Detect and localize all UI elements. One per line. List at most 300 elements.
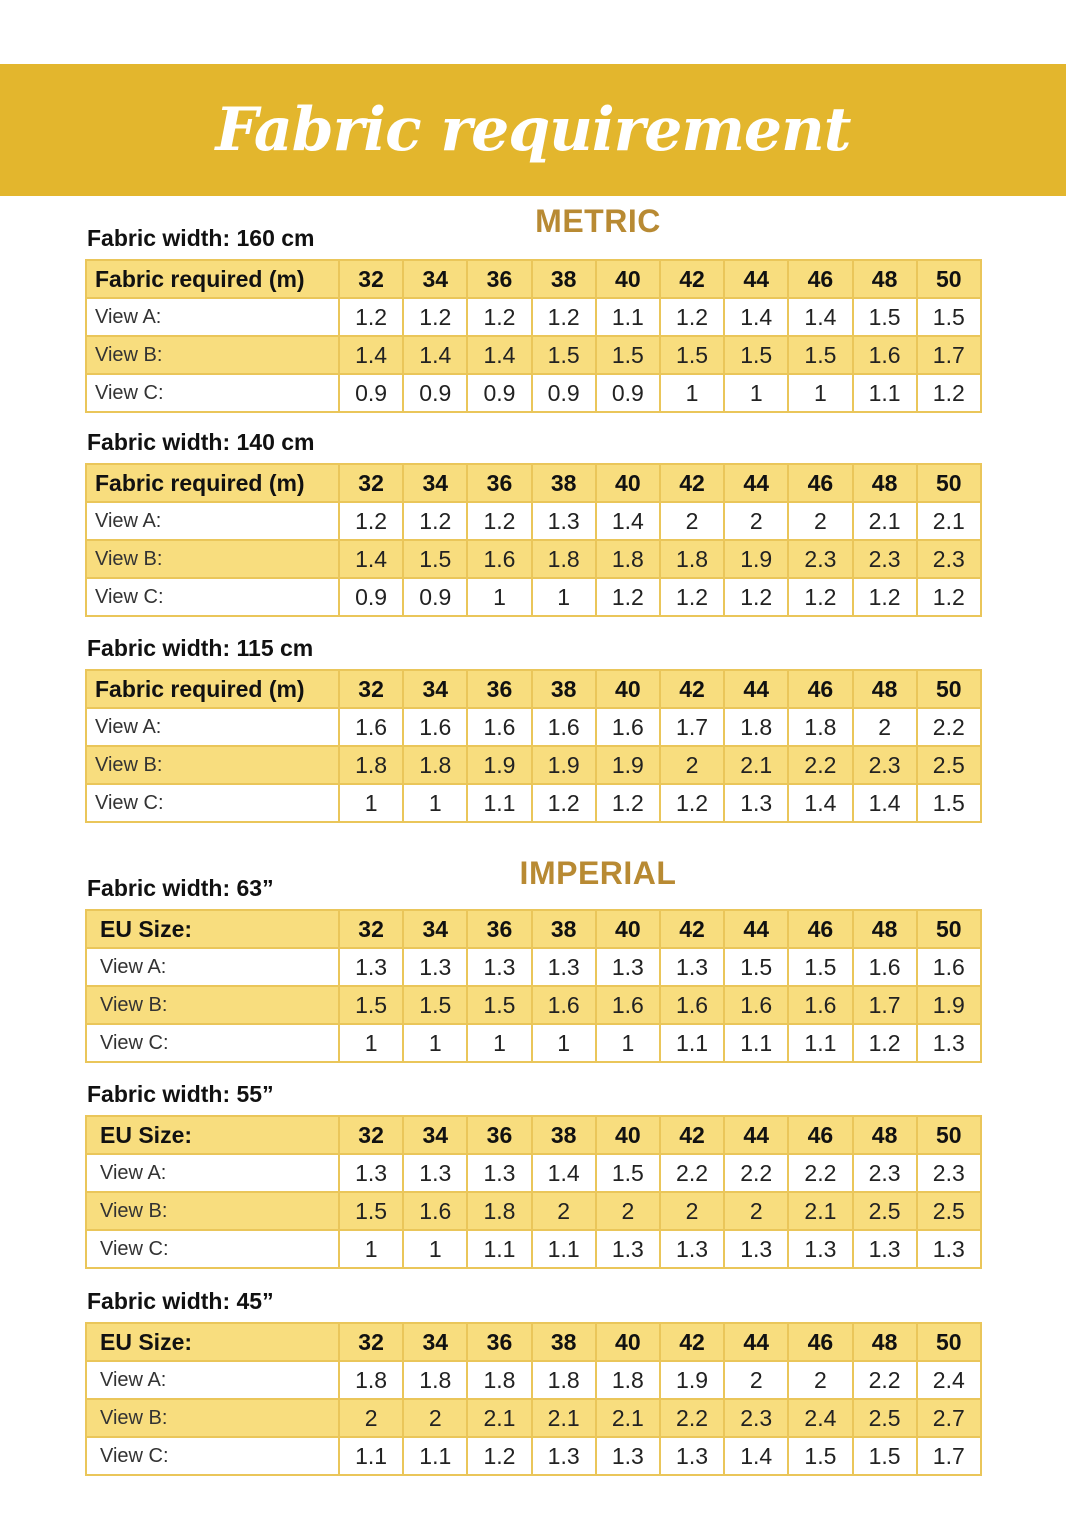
value-cell: 1.5	[339, 986, 403, 1024]
value-cell: 1.9	[660, 1361, 724, 1399]
size-header: 40	[596, 260, 660, 298]
fabric-width-label: Fabric width: 115 cm	[87, 635, 314, 661]
value-cell: 2	[403, 1399, 467, 1437]
value-cell: 1.7	[660, 708, 724, 746]
value-cell: 2.2	[788, 1154, 852, 1192]
value-cell: 1	[788, 374, 852, 412]
value-cell: 2.2	[788, 746, 852, 784]
value-cell: 1.2	[339, 298, 403, 336]
size-header: 38	[532, 260, 596, 298]
value-cell: 1.3	[596, 1437, 660, 1475]
value-cell: 1.9	[467, 746, 531, 784]
size-header: 40	[596, 464, 660, 502]
value-cell: 1	[339, 1024, 403, 1062]
table-row	[86, 1154, 981, 1192]
size-header: 34	[403, 910, 467, 948]
size-header: 44	[724, 464, 788, 502]
value-cell: 2.3	[917, 540, 981, 578]
value-cell: 1.1	[724, 1024, 788, 1062]
section-title-imperial: IMPERIAL	[519, 855, 677, 891]
size-header: 32	[339, 464, 403, 502]
size-header: 40	[596, 1323, 660, 1361]
size-header: 40	[596, 1116, 660, 1154]
value-cell: 1.3	[724, 1230, 788, 1268]
value-cell: 1.4	[788, 784, 852, 822]
size-header: 50	[917, 260, 981, 298]
header-label: Fabric required (m)	[86, 464, 339, 502]
table-row	[86, 298, 981, 336]
value-cell: 1.5	[724, 948, 788, 986]
value-cell: 1.9	[917, 986, 981, 1024]
row-label: View C:	[86, 1437, 339, 1475]
size-header: 34	[403, 1116, 467, 1154]
value-cell: 1	[403, 1024, 467, 1062]
value-cell: 0.9	[532, 374, 596, 412]
row-label: View C:	[86, 374, 339, 412]
size-header: 34	[403, 464, 467, 502]
size-header: 32	[339, 260, 403, 298]
value-cell: 1.5	[660, 336, 724, 374]
size-header: 36	[467, 260, 531, 298]
size-header: 36	[467, 464, 531, 502]
size-header: 38	[532, 464, 596, 502]
size-header: 44	[724, 1323, 788, 1361]
header-label: Fabric required (m)	[86, 670, 339, 708]
value-cell: 1.6	[403, 708, 467, 746]
header-row	[86, 260, 981, 298]
value-cell: 1.3	[788, 1230, 852, 1268]
size-header: 48	[853, 910, 917, 948]
value-cell: 1.2	[467, 502, 531, 540]
size-header: 46	[788, 910, 852, 948]
value-cell: 1.1	[467, 1230, 531, 1268]
size-header: 38	[532, 670, 596, 708]
value-cell: 1.1	[788, 1024, 852, 1062]
value-cell: 1.3	[467, 1154, 531, 1192]
value-cell: 1.8	[788, 708, 852, 746]
value-cell: 2.4	[788, 1399, 852, 1437]
value-cell: 1.1	[853, 374, 917, 412]
value-cell: 1.2	[532, 784, 596, 822]
value-cell: 1	[403, 1230, 467, 1268]
header-row	[86, 1116, 981, 1154]
size-header: 50	[917, 910, 981, 948]
value-cell: 1.8	[596, 540, 660, 578]
value-cell: 1	[339, 1230, 403, 1268]
table-row	[86, 1192, 981, 1230]
value-cell: 2.1	[467, 1399, 531, 1437]
value-cell: 2.1	[917, 502, 981, 540]
value-cell: 2	[724, 502, 788, 540]
size-header: 44	[724, 1116, 788, 1154]
value-cell: 1.2	[467, 1437, 531, 1475]
table-row	[86, 708, 981, 746]
value-cell: 1.3	[917, 1024, 981, 1062]
value-cell: 1.2	[339, 502, 403, 540]
value-cell: 2.5	[853, 1192, 917, 1230]
header-row	[86, 1323, 981, 1361]
value-cell: 1.1	[403, 1437, 467, 1475]
size-header: 48	[853, 1116, 917, 1154]
value-cell: 1.6	[596, 986, 660, 1024]
row-label: View A:	[86, 1154, 339, 1192]
value-cell: 1.5	[596, 1154, 660, 1192]
size-header: 40	[596, 910, 660, 948]
row-label: View B:	[86, 746, 339, 784]
value-cell: 1	[596, 1024, 660, 1062]
value-cell: 2.4	[917, 1361, 981, 1399]
value-cell: 1.2	[467, 298, 531, 336]
size-header: 46	[788, 1116, 852, 1154]
table-row	[86, 746, 981, 784]
fabric-width-label: Fabric width: 160 cm	[87, 225, 315, 251]
value-cell: 1.5	[596, 336, 660, 374]
value-cell: 2.3	[724, 1399, 788, 1437]
value-cell: 1.7	[917, 1437, 981, 1475]
value-cell: 1.2	[403, 502, 467, 540]
value-cell: 1	[339, 784, 403, 822]
value-cell: 1.3	[339, 948, 403, 986]
requirement-table	[85, 669, 982, 823]
value-cell: 1.8	[339, 746, 403, 784]
row-label: View A:	[86, 708, 339, 746]
size-header: 42	[660, 670, 724, 708]
size-header: 50	[917, 1116, 981, 1154]
value-cell: 2	[532, 1192, 596, 1230]
size-header: 48	[853, 670, 917, 708]
value-cell: 2	[724, 1192, 788, 1230]
value-cell: 1.4	[788, 298, 852, 336]
size-header: 50	[917, 1323, 981, 1361]
value-cell: 1.2	[660, 298, 724, 336]
table-row	[86, 1437, 981, 1475]
value-cell: 1.3	[917, 1230, 981, 1268]
row-label: View C:	[86, 1024, 339, 1062]
value-cell: 2.3	[788, 540, 852, 578]
size-header: 44	[724, 260, 788, 298]
value-cell: 1.9	[596, 746, 660, 784]
value-cell: 1.5	[788, 1437, 852, 1475]
value-cell: 1.8	[403, 1361, 467, 1399]
value-cell: 1.5	[917, 298, 981, 336]
row-label: View C:	[86, 1230, 339, 1268]
value-cell: 1.3	[532, 1437, 596, 1475]
value-cell: 2.2	[660, 1399, 724, 1437]
row-label: View B:	[86, 1399, 339, 1437]
value-cell: 1.6	[853, 948, 917, 986]
table-row	[86, 1399, 981, 1437]
size-header: 50	[917, 670, 981, 708]
row-label: View B:	[86, 986, 339, 1024]
value-cell: 2.5	[917, 746, 981, 784]
row-label: View B:	[86, 540, 339, 578]
row-label: View A:	[86, 298, 339, 336]
row-label: View C:	[86, 784, 339, 822]
fabric-width-label: Fabric width: 140 cm	[87, 429, 315, 455]
value-cell: 1.4	[724, 298, 788, 336]
table-row	[86, 1024, 981, 1062]
value-cell: 1.5	[403, 986, 467, 1024]
value-cell: 1.4	[339, 336, 403, 374]
value-cell: 1.3	[853, 1230, 917, 1268]
value-cell: 1.3	[532, 502, 596, 540]
value-cell: 1	[467, 578, 531, 616]
value-cell: 1.8	[532, 540, 596, 578]
value-cell: 2.7	[917, 1399, 981, 1437]
fabric-width-label: Fabric width: 63”	[87, 875, 274, 901]
size-header: 46	[788, 1323, 852, 1361]
value-cell: 2.3	[853, 746, 917, 784]
value-cell: 1.3	[660, 948, 724, 986]
size-header: 42	[660, 1323, 724, 1361]
header-label: EU Size:	[86, 1323, 339, 1361]
value-cell: 1.2	[532, 298, 596, 336]
value-cell: 2	[788, 1361, 852, 1399]
requirement-table	[85, 1115, 982, 1269]
value-cell: 1.2	[596, 578, 660, 616]
size-header: 48	[853, 1323, 917, 1361]
size-header: 38	[532, 1323, 596, 1361]
value-cell: 2	[788, 502, 852, 540]
value-cell: 0.9	[596, 374, 660, 412]
value-cell: 1.6	[660, 986, 724, 1024]
value-cell: 2.3	[853, 1154, 917, 1192]
header-row	[86, 910, 981, 948]
value-cell: 1	[660, 374, 724, 412]
table-row	[86, 986, 981, 1024]
size-header: 48	[853, 464, 917, 502]
value-cell: 1	[532, 1024, 596, 1062]
value-cell: 1.3	[532, 948, 596, 986]
value-cell: 1.8	[660, 540, 724, 578]
value-cell: 1.4	[596, 502, 660, 540]
size-header: 46	[788, 260, 852, 298]
value-cell: 1.2	[917, 374, 981, 412]
size-header: 38	[532, 1116, 596, 1154]
value-cell: 1.7	[917, 336, 981, 374]
value-cell: 2	[596, 1192, 660, 1230]
value-cell: 1.2	[788, 578, 852, 616]
size-header: 42	[660, 1116, 724, 1154]
size-header: 32	[339, 910, 403, 948]
requirement-table	[85, 259, 982, 413]
value-cell: 1	[403, 784, 467, 822]
value-cell: 2.2	[724, 1154, 788, 1192]
value-cell: 1.9	[532, 746, 596, 784]
value-cell: 1.1	[467, 784, 531, 822]
size-header: 42	[660, 464, 724, 502]
value-cell: 1.3	[467, 948, 531, 986]
value-cell: 1.5	[788, 948, 852, 986]
value-cell: 1.3	[660, 1230, 724, 1268]
value-cell: 1.6	[853, 336, 917, 374]
size-header: 46	[788, 464, 852, 502]
value-cell: 1.4	[853, 784, 917, 822]
value-cell: 1.5	[788, 336, 852, 374]
value-cell: 1.6	[788, 986, 852, 1024]
table-row	[86, 948, 981, 986]
header-label: EU Size:	[86, 1116, 339, 1154]
value-cell: 1	[532, 578, 596, 616]
row-label: View A:	[86, 948, 339, 986]
value-cell: 1.6	[724, 986, 788, 1024]
value-cell: 1.2	[403, 298, 467, 336]
header-row	[86, 464, 981, 502]
value-cell: 0.9	[339, 374, 403, 412]
value-cell: 1.4	[403, 336, 467, 374]
value-cell: 1.5	[532, 336, 596, 374]
value-cell: 1.5	[917, 784, 981, 822]
size-header: 32	[339, 1323, 403, 1361]
size-header: 42	[660, 260, 724, 298]
row-label: View A:	[86, 502, 339, 540]
value-cell: 1.1	[339, 1437, 403, 1475]
value-cell: 2	[724, 1361, 788, 1399]
title-banner	[0, 64, 1066, 196]
value-cell: 1.8	[403, 746, 467, 784]
size-header: 34	[403, 670, 467, 708]
value-cell: 2.3	[853, 540, 917, 578]
value-cell: 1.5	[853, 298, 917, 336]
value-cell: 2	[339, 1399, 403, 1437]
value-cell: 2.5	[853, 1399, 917, 1437]
value-cell: 1.5	[403, 540, 467, 578]
value-cell: 1	[467, 1024, 531, 1062]
row-label: View B:	[86, 336, 339, 374]
value-cell: 2	[660, 746, 724, 784]
fabric-width-label: Fabric width: 45”	[87, 1288, 274, 1314]
value-cell: 1.2	[596, 784, 660, 822]
size-header: 34	[403, 260, 467, 298]
size-header: 36	[467, 910, 531, 948]
size-header: 32	[339, 670, 403, 708]
value-cell: 1.6	[467, 708, 531, 746]
value-cell: 1.6	[532, 986, 596, 1024]
value-cell: 2.2	[917, 708, 981, 746]
value-cell: 1.3	[403, 1154, 467, 1192]
value-cell: 1.6	[596, 708, 660, 746]
size-header: 34	[403, 1323, 467, 1361]
value-cell: 1.4	[467, 336, 531, 374]
value-cell: 1.1	[596, 298, 660, 336]
value-cell: 1.3	[596, 948, 660, 986]
value-cell: 2.2	[660, 1154, 724, 1192]
size-header: 46	[788, 670, 852, 708]
table-row	[86, 784, 981, 822]
value-cell: 2	[660, 1192, 724, 1230]
table-row	[86, 374, 981, 412]
header-label: Fabric required (m)	[86, 260, 339, 298]
value-cell: 1.1	[660, 1024, 724, 1062]
requirement-table	[85, 909, 982, 1063]
row-label: View C:	[86, 578, 339, 616]
value-cell: 2	[853, 708, 917, 746]
size-header: 42	[660, 910, 724, 948]
row-label: View B:	[86, 1192, 339, 1230]
value-cell: 1.8	[532, 1361, 596, 1399]
size-header: 48	[853, 260, 917, 298]
header-row	[86, 670, 981, 708]
value-cell: 1.8	[467, 1192, 531, 1230]
table-row	[86, 540, 981, 578]
value-cell: 2.1	[788, 1192, 852, 1230]
value-cell: 1.5	[724, 336, 788, 374]
value-cell: 0.9	[403, 578, 467, 616]
value-cell: 1.5	[853, 1437, 917, 1475]
size-header: 36	[467, 1116, 531, 1154]
value-cell: 1.2	[853, 1024, 917, 1062]
value-cell: 1.6	[532, 708, 596, 746]
value-cell: 1.6	[403, 1192, 467, 1230]
size-header: 36	[467, 1323, 531, 1361]
value-cell: 2.1	[724, 746, 788, 784]
size-header: 36	[467, 670, 531, 708]
value-cell: 0.9	[403, 374, 467, 412]
value-cell: 1	[724, 374, 788, 412]
value-cell: 2.1	[853, 502, 917, 540]
value-cell: 1.6	[467, 540, 531, 578]
section-title-metric: METRIC	[535, 203, 661, 239]
value-cell: 1.3	[724, 784, 788, 822]
size-header: 44	[724, 910, 788, 948]
value-cell: 1.9	[724, 540, 788, 578]
requirement-table	[85, 1322, 982, 1476]
value-cell: 1.5	[339, 1192, 403, 1230]
value-cell: 1.1	[532, 1230, 596, 1268]
value-cell: 1.5	[467, 986, 531, 1024]
value-cell: 1.8	[596, 1361, 660, 1399]
value-cell: 1.8	[724, 708, 788, 746]
value-cell: 1.8	[467, 1361, 531, 1399]
value-cell: 2.2	[853, 1361, 917, 1399]
value-cell: 1.2	[853, 578, 917, 616]
value-cell: 1.2	[724, 578, 788, 616]
value-cell: 1.8	[339, 1361, 403, 1399]
value-cell: 1.3	[339, 1154, 403, 1192]
value-cell: 2.3	[917, 1154, 981, 1192]
value-cell: 0.9	[467, 374, 531, 412]
value-cell: 1.3	[403, 948, 467, 986]
table-row	[86, 578, 981, 616]
table-row	[86, 1230, 981, 1268]
size-header: 50	[917, 464, 981, 502]
table-row	[86, 502, 981, 540]
value-cell: 1.2	[660, 784, 724, 822]
value-cell: 1.3	[596, 1230, 660, 1268]
value-cell: 1.4	[339, 540, 403, 578]
row-label: View A:	[86, 1361, 339, 1399]
size-header: 32	[339, 1116, 403, 1154]
page-title: Fabric requirement	[215, 95, 851, 165]
value-cell: 1.4	[532, 1154, 596, 1192]
value-cell: 2.1	[532, 1399, 596, 1437]
fabric-width-label: Fabric width: 55”	[87, 1081, 274, 1107]
value-cell: 2.1	[596, 1399, 660, 1437]
requirement-table	[85, 463, 982, 617]
header-label: EU Size:	[86, 910, 339, 948]
value-cell: 2	[660, 502, 724, 540]
value-cell: 1.2	[660, 578, 724, 616]
size-header: 38	[532, 910, 596, 948]
value-cell: 1.7	[853, 986, 917, 1024]
size-header: 40	[596, 670, 660, 708]
value-cell: 2.5	[917, 1192, 981, 1230]
size-header: 44	[724, 670, 788, 708]
value-cell: 1.4	[724, 1437, 788, 1475]
value-cell: 1.2	[917, 578, 981, 616]
value-cell: 1.6	[339, 708, 403, 746]
value-cell: 0.9	[339, 578, 403, 616]
